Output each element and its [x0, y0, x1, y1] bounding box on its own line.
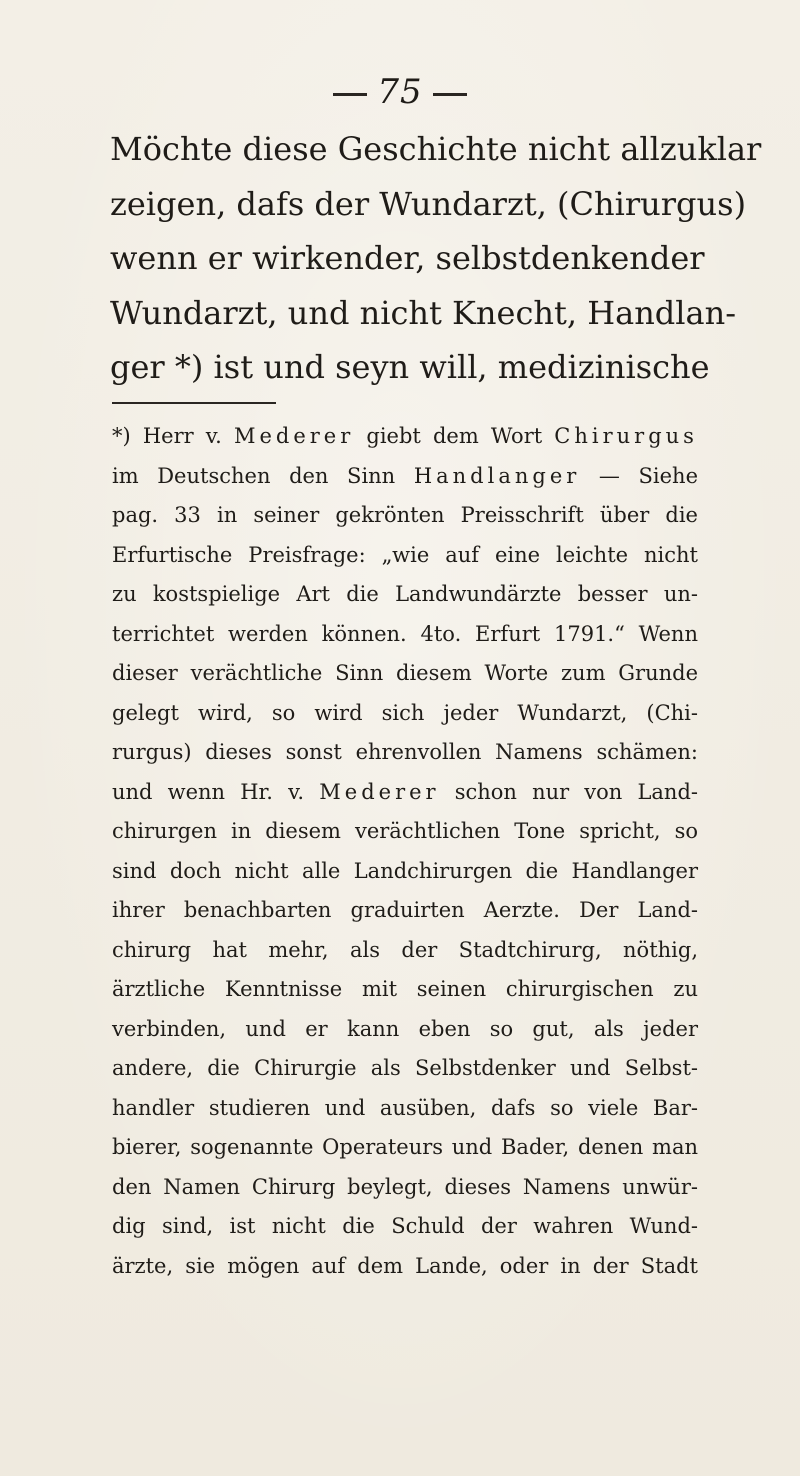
footnote-line: chirurgen in diesem verächtlichen Tone spricht, so — [112, 819, 698, 843]
footnote-line — [112, 457, 698, 497]
footnote-block — [112, 417, 698, 1286]
footnote-text: und wenn Hr. v. — [112, 779, 305, 804]
main-text-block — [110, 122, 762, 395]
page-number-dash-right — [433, 93, 467, 96]
footnote-line: bierer, sogenannte Operateurs und Bader, denen man — [112, 1135, 698, 1159]
footnote-text: — Siehe — [598, 463, 698, 488]
footnote-line: ihrer benachbarten graduirten Aerzte. Der Land- — [112, 898, 698, 922]
footnote-line: sind doch nicht alle Landchirurgen die Handlanger — [112, 858, 698, 883]
footnote-line: andere, die Chirurgie als Selbstdenker und Selbst- — [112, 1056, 698, 1080]
footnote-term-chirurgus: Chirurgus — [554, 424, 698, 448]
footnote-name-mederer: Mederer — [319, 779, 440, 804]
footnote-line — [112, 417, 698, 457]
footnote-line: ärztliche Kenntnisse mit seinen chirurgischen zu — [112, 977, 698, 1001]
footnote-line: Erfurtische Preisfrage: „wie auf eine leichte nicht — [112, 542, 698, 567]
footnote-line: terrichtet werden können. 4to. Erfurt 1791.“ Wenn — [112, 621, 698, 646]
footnote-separator — [112, 402, 276, 404]
page-number-dash-left — [333, 93, 367, 96]
main-text-line: Möchte diese Geschichte nicht allzuklar — [110, 130, 762, 168]
footnote-line: dieser verächtliche Sinn diesem Worte zum Grunde — [112, 661, 698, 685]
footnote-text: giebt dem Wort — [366, 424, 543, 448]
footnote-text: schon nur von Land- — [454, 779, 698, 804]
footnote-line: gelegt wird, so wird sich jeder Wundarzt, (Chi- — [112, 700, 698, 725]
main-text-line: wenn er wirkender, selbstdenkender — [110, 239, 705, 277]
footnote-text: Herr v. — [142, 424, 222, 448]
footnote-line: verbinden, und er kann eben so gut, als jeder — [112, 1016, 698, 1041]
main-text-line: ger *) ist und seyn will, medizinische — [110, 348, 710, 386]
footnote-line: zu kostspielige Art die Landwundärzte besser un- — [112, 582, 698, 606]
page-number-text: 75 — [377, 72, 423, 112]
main-text-line: zeigen, dafs der Wundarzt, (Chirurgus) — [110, 184, 747, 223]
footnote-text: im Deutschen den Sinn — [112, 463, 396, 488]
footnote-line: rurgus) dieses sonst ehrenvollen Namens schämen: — [112, 740, 698, 764]
footnote-line: dig sind, ist nicht die Schuld der wahren Wund- — [112, 1214, 698, 1238]
footnote-line: handler studieren und ausüben, dafs so viele Bar- — [112, 1095, 698, 1120]
page-number — [0, 72, 800, 112]
main-text-line: Wundarzt, und nicht Knecht, Handlan- — [110, 293, 737, 332]
footnote-line: pag. 33 in seiner gekrönten Preisschrift über die — [112, 503, 698, 527]
footnote-marker: *) — [112, 424, 131, 448]
footnote-line: ärzte, sie mögen auf dem Lande, oder in der Stadt — [112, 1253, 698, 1278]
footnote-line: chirurg hat mehr, als der Stadtchirurg, nöthig, — [112, 937, 698, 962]
footnote-line: den Namen Chirurg beylegt, dieses Namens unwür- — [112, 1174, 698, 1199]
footnote-name-mederer: Mederer — [233, 424, 355, 448]
footnote-term-handlanger: Handlanger — [413, 463, 581, 488]
footnote-line — [112, 773, 698, 813]
